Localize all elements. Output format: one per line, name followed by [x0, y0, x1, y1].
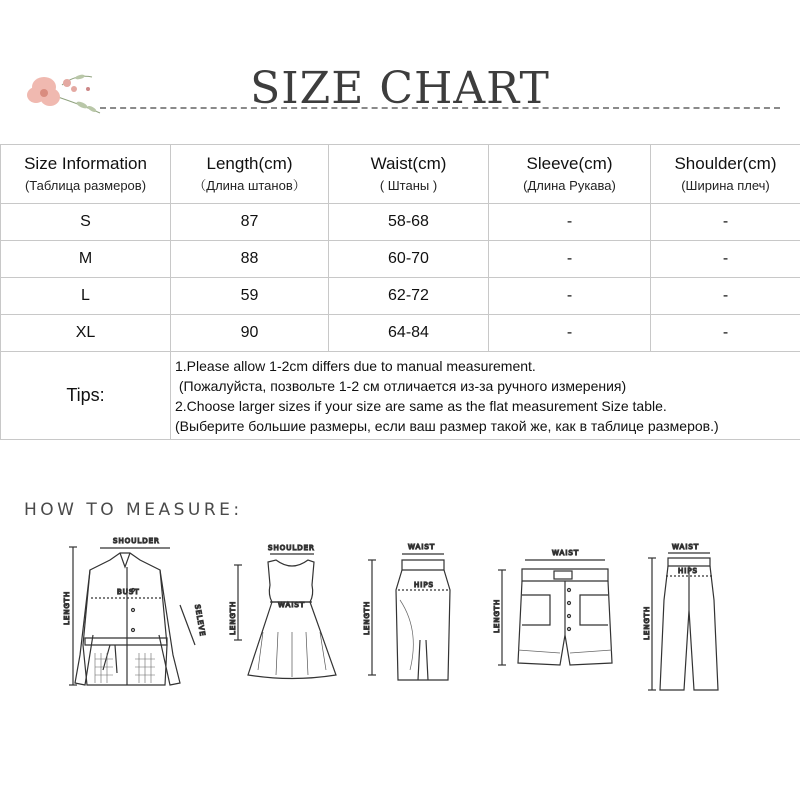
- sleeve-cell: -: [489, 315, 651, 352]
- table-row: [1, 315, 800, 352]
- tip-line: (Выберите большие размеры, если ваш размер такой же, как в таблице размеров.): [175, 417, 719, 434]
- length-cell: 87: [171, 204, 329, 241]
- waist-cell: 58-68: [329, 204, 489, 241]
- tips-label: Tips:: [1, 352, 171, 440]
- table-row: [1, 278, 800, 315]
- length-cell: 90: [171, 315, 329, 352]
- length-label: LENGTH: [363, 600, 371, 635]
- length-label: LENGTH: [493, 598, 501, 633]
- column-label-ru: (Ширина плеч): [681, 178, 770, 193]
- sleeve-label: SELEVE: [193, 603, 207, 638]
- sleeve-cell: -: [489, 278, 651, 315]
- title-divider: [100, 107, 780, 109]
- waist-cell: 62-72: [329, 278, 489, 315]
- waist-cell: 64-84: [329, 315, 489, 352]
- column-header-waist: [329, 145, 489, 204]
- shoulder-cell: -: [651, 278, 800, 315]
- skirt-diagram: [360, 540, 465, 690]
- size-cell: M: [1, 241, 171, 278]
- waist-label: WAIST: [552, 549, 580, 557]
- column-label-ru: (Таблица размеров): [24, 178, 147, 193]
- tip-line: (Пожалуйста, позвольте 1-2 см отличается из-за ручного измерения): [175, 377, 627, 394]
- shoulder-cell: -: [651, 241, 800, 278]
- waist-label: WAIST: [672, 543, 700, 551]
- hips-label: HIPS: [414, 581, 434, 589]
- column-label-ru: ( Штаны ): [379, 178, 438, 193]
- table-row: [1, 204, 800, 241]
- column-label: Size Information: [24, 154, 147, 173]
- tips-text: [171, 352, 800, 440]
- shoulder-label: SHOULDER: [113, 537, 160, 545]
- tip-line: 2.Choose larger sizes if your size are same as the flat measurement Size table.: [175, 397, 667, 414]
- column-label: Sleeve(cm): [526, 154, 613, 173]
- jacket-diagram: [55, 535, 220, 700]
- table-header-row: [1, 145, 800, 204]
- shoulder-cell: -: [651, 204, 800, 241]
- pants-diagram: [640, 540, 730, 700]
- column-label: Waist(cm): [370, 154, 447, 173]
- length-label: LENGTH: [63, 590, 71, 625]
- column-header-length: [171, 145, 329, 204]
- how-to-measure-title: HOW TO MEASURE:: [24, 500, 243, 520]
- bust-label: BUST: [117, 588, 140, 596]
- waist-label: WAIST: [278, 601, 306, 609]
- page-title: SIZE CHART: [250, 63, 550, 114]
- tips-row: [1, 352, 800, 440]
- length-cell: 88: [171, 241, 329, 278]
- column-label: Shoulder(cm): [674, 154, 777, 173]
- header: [0, 55, 800, 115]
- column-header-shoulder: [651, 145, 800, 204]
- size-cell: L: [1, 278, 171, 315]
- waist-label: WAIST: [408, 543, 436, 551]
- size-cell: S: [1, 204, 171, 241]
- size-cell: XL: [1, 315, 171, 352]
- dress-diagram: [228, 540, 348, 690]
- size-table: [0, 144, 800, 440]
- shorts-diagram: [490, 545, 635, 675]
- length-label: LENGTH: [229, 600, 237, 635]
- length-cell: 59: [171, 278, 329, 315]
- shoulder-label: SHOULDER: [268, 544, 315, 552]
- column-label: Length(cm): [206, 154, 293, 173]
- waist-cell: 60-70: [329, 241, 489, 278]
- column-header-size: [1, 145, 171, 204]
- sleeve-cell: -: [489, 204, 651, 241]
- hips-label: HIPS: [678, 567, 698, 575]
- shoulder-cell: -: [651, 315, 800, 352]
- column-label-ru: （Длина штанов）: [193, 178, 306, 193]
- sleeve-cell: -: [489, 241, 651, 278]
- tip-line: 1.Please allow 1-2cm differs due to manual measurement.: [175, 357, 536, 374]
- table-row: [1, 241, 800, 278]
- length-label: LENGTH: [643, 605, 651, 640]
- column-header-sleeve: [489, 145, 651, 204]
- column-label-ru: (Длина Рукава): [523, 178, 616, 193]
